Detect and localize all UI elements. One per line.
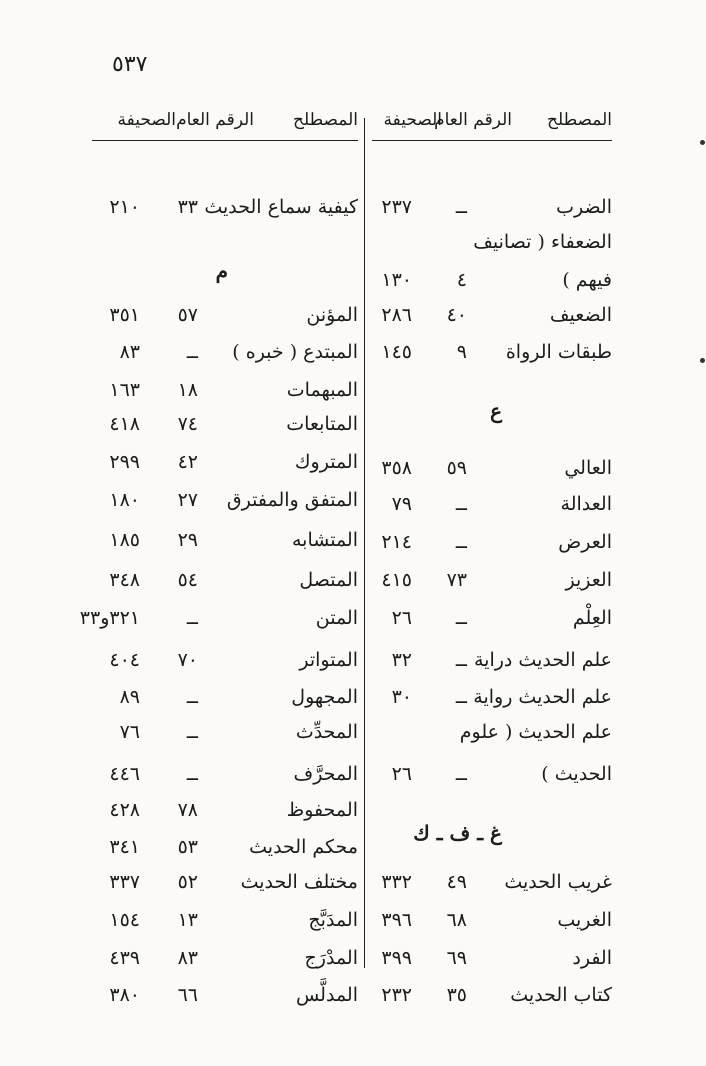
index-term: المتشابه (292, 529, 358, 551)
general-number: ــ (186, 341, 198, 363)
general-number: ــ (186, 721, 198, 743)
index-row (92, 304, 358, 334)
letter-heading: م (215, 259, 228, 283)
index-term: العرض (558, 531, 612, 553)
general-number: ــ (455, 607, 467, 629)
index-term: المبهمات (286, 379, 358, 401)
index-term: علم الحديث رواية (473, 686, 612, 708)
page-ref: ٢١٤ (381, 531, 412, 553)
letter-heading-row (372, 399, 612, 429)
general-number: ٧٤ (177, 413, 198, 435)
page-ref: ٣٠ (391, 686, 412, 708)
index-term: المتروك (294, 451, 358, 473)
general-number: ٦٨ (446, 909, 467, 931)
general-number: ــ (455, 531, 467, 553)
index-row (372, 457, 612, 487)
index-row (92, 196, 358, 226)
index-row (92, 721, 358, 751)
page-ref: ٣٣٧ (109, 871, 140, 893)
page-ref: ١٤٥ (381, 341, 412, 363)
letter-heading: غ ـ ف ـ ك (413, 821, 502, 845)
index-term: كتاب الحديث (510, 984, 612, 1006)
index-term: المؤنن (306, 304, 358, 326)
index-term: المدلَّس (295, 984, 358, 1006)
index-row (92, 763, 358, 793)
general-number: ــ (455, 493, 467, 515)
index-row (92, 379, 358, 409)
index-row (92, 529, 358, 559)
general-number: ٤٢ (177, 451, 198, 473)
page-ref: ٢٣٢ (381, 984, 412, 1006)
index-row (372, 569, 612, 599)
general-number: ٦٦ (177, 984, 198, 1006)
margin-mark (700, 358, 705, 363)
index-term: الضعيف (549, 304, 612, 326)
letter-heading-row (372, 821, 612, 851)
page-ref: ٧٦ (119, 721, 140, 743)
index-row (372, 269, 612, 299)
index-term: المحفوظ (286, 799, 358, 821)
page-ref: ١٥٤ (109, 909, 140, 931)
index-term: فيهم ) (562, 269, 612, 291)
page-ref: ٢٣٧ (381, 196, 412, 218)
general-number: ــ (455, 196, 467, 218)
general-number: ٤٠ (446, 304, 467, 326)
index-term: الضعفاء ( تصانيف (473, 231, 612, 253)
page-ref: ٣٨٠ (109, 984, 140, 1006)
index-term: المدْرَج (304, 947, 358, 969)
general-number: ٣٣ (177, 196, 198, 218)
general-number: ٥٧ (177, 304, 198, 326)
index-row (92, 947, 358, 977)
index-row (92, 413, 358, 443)
index-term: المدَبَّج (308, 909, 358, 931)
letter-heading-row (92, 259, 358, 289)
page-ref: ٣٣٢ (381, 871, 412, 893)
index-row (92, 836, 358, 866)
page-ref: ١٨٥ (109, 529, 140, 551)
index-row (372, 871, 612, 901)
page-ref: ٣٥٨ (381, 457, 412, 479)
index-row (372, 984, 612, 1014)
header-term: المصطلح (292, 110, 358, 130)
general-number: ١٣ (177, 909, 198, 931)
margin-mark (700, 140, 705, 145)
index-row (92, 341, 358, 371)
general-number: ــ (186, 686, 198, 708)
index-row (372, 493, 612, 523)
general-number: ٧٠ (177, 649, 198, 671)
page-ref: ٣٩٦ (381, 909, 412, 931)
index-row (372, 686, 612, 716)
index-row (92, 489, 358, 519)
index-row (372, 607, 612, 637)
letter-heading: ع (490, 399, 502, 423)
general-number: ٥٢ (177, 871, 198, 893)
page-ref: ٢١٠ (109, 196, 140, 218)
page-ref: ٤٣٩ (109, 947, 140, 969)
index-term: المجهول (291, 686, 358, 708)
page-number: ٥٣٧ (112, 52, 148, 77)
general-number: ٥٣ (177, 836, 198, 858)
index-row (92, 871, 358, 901)
header-general-number: الرقم العام (434, 110, 512, 130)
general-number: ٣٥ (446, 984, 467, 1006)
index-row (372, 649, 612, 679)
index-term: الفرد (572, 947, 612, 969)
right-column-header (372, 108, 612, 141)
page-ref: ٣٤١ (109, 836, 140, 858)
index-row (372, 231, 612, 261)
index-row (92, 799, 358, 829)
header-page: الصحيفة (117, 110, 176, 130)
index-term: طبقات الرواة (505, 341, 612, 363)
general-number: ٨٣ (177, 947, 198, 969)
index-term: الغريب (557, 909, 612, 931)
index-row (372, 909, 612, 939)
index-row (92, 451, 358, 481)
page-ref: ٤٤٦ (109, 763, 140, 785)
column-divider (364, 118, 365, 968)
page-ref: ٧٩ (391, 493, 412, 515)
index-term: المبتدع ( خبره ) (232, 341, 358, 363)
index-row (372, 196, 612, 226)
general-number: ٧٨ (177, 799, 198, 821)
general-number: ٩ (456, 341, 467, 363)
page-ref: ٢٦ (391, 763, 412, 785)
header-page: الصحيفة (383, 110, 442, 130)
left-index-column (79, 108, 358, 1006)
general-number: ــ (455, 649, 467, 671)
index-term: المتن (315, 607, 358, 629)
right-index-column (372, 108, 612, 1006)
index-term: المحدِّث (295, 721, 358, 743)
index-term: العدالة (560, 493, 612, 515)
index-row (372, 531, 612, 561)
general-number: ٥٩ (446, 457, 467, 479)
index-term: العزيز (565, 569, 612, 591)
page-ref: ٤٢٨ (109, 799, 140, 821)
index-term: المتواتر (299, 649, 358, 671)
header-general-number: الرقم العام (176, 110, 254, 130)
index-term: كيفية سماع الحديث (204, 196, 358, 218)
page-ref: ٣٩٩ (381, 947, 412, 969)
general-number: ٤ (456, 269, 467, 291)
page-ref: ٤١٥ (381, 569, 412, 591)
page-ref: ٤٠٤ (109, 649, 140, 671)
page-ref: ٢٩٩ (109, 451, 140, 473)
page-ref: ٣٥١ (109, 304, 140, 326)
index-row (92, 984, 358, 1014)
page-ref: ٣٤٨ (109, 569, 140, 591)
page-ref: ١٨٠ (109, 489, 140, 511)
index-term: العالي (564, 457, 612, 479)
page-ref: ٢٨٦ (381, 304, 412, 326)
page-ref: ٣٢١و٣٣ (79, 607, 140, 629)
index-term: علم الحديث دراية (474, 649, 612, 671)
index-term: المتابعات (286, 413, 358, 435)
general-number: ٢٧ (177, 489, 198, 511)
index-term: غريب الحديث (504, 871, 612, 893)
index-row (372, 721, 612, 751)
index-row (92, 649, 358, 679)
index-row (372, 763, 612, 793)
page-ref: ٣٢ (391, 649, 412, 671)
general-number: ــ (186, 763, 198, 785)
page-ref: ١٦٣ (109, 379, 140, 401)
general-number: ٢٩ (177, 529, 198, 551)
index-row (92, 686, 358, 716)
page-ref: ٨٩ (119, 686, 140, 708)
general-number: ١٨ (177, 379, 198, 401)
index-row (79, 607, 358, 637)
general-number: ــ (455, 686, 467, 708)
index-row (372, 947, 612, 977)
general-number: ٥٤ (177, 569, 198, 591)
index-term: المتصل (299, 569, 358, 591)
index-term: مختلف الحديث (240, 871, 358, 893)
index-row (92, 569, 358, 599)
left-column-header (92, 108, 358, 141)
general-number: ٦٩ (446, 947, 467, 969)
index-term: الضرب (556, 196, 612, 218)
general-number: ٧٣ (446, 569, 467, 591)
index-term: المحرَّف (293, 763, 358, 785)
index-term: علم الحديث ( علوم (459, 721, 612, 743)
general-number: ٤٩ (446, 871, 467, 893)
page-ref: ٤١٨ (109, 413, 140, 435)
page-ref: ١٣٠ (381, 269, 412, 291)
page-ref: ٨٣ (119, 341, 140, 363)
index-row (372, 304, 612, 334)
general-number: ــ (455, 763, 467, 785)
index-row (372, 341, 612, 371)
general-number: ــ (186, 607, 198, 629)
index-row (92, 909, 358, 939)
index-term: المتفق والمفترق (226, 489, 358, 511)
index-term: الحديث ) (541, 763, 612, 785)
header-term: المصطلح (546, 110, 612, 130)
page-ref: ٢٦ (391, 607, 412, 629)
index-term: العِلْم (572, 607, 612, 629)
index-term: محكم الحديث (249, 836, 358, 858)
